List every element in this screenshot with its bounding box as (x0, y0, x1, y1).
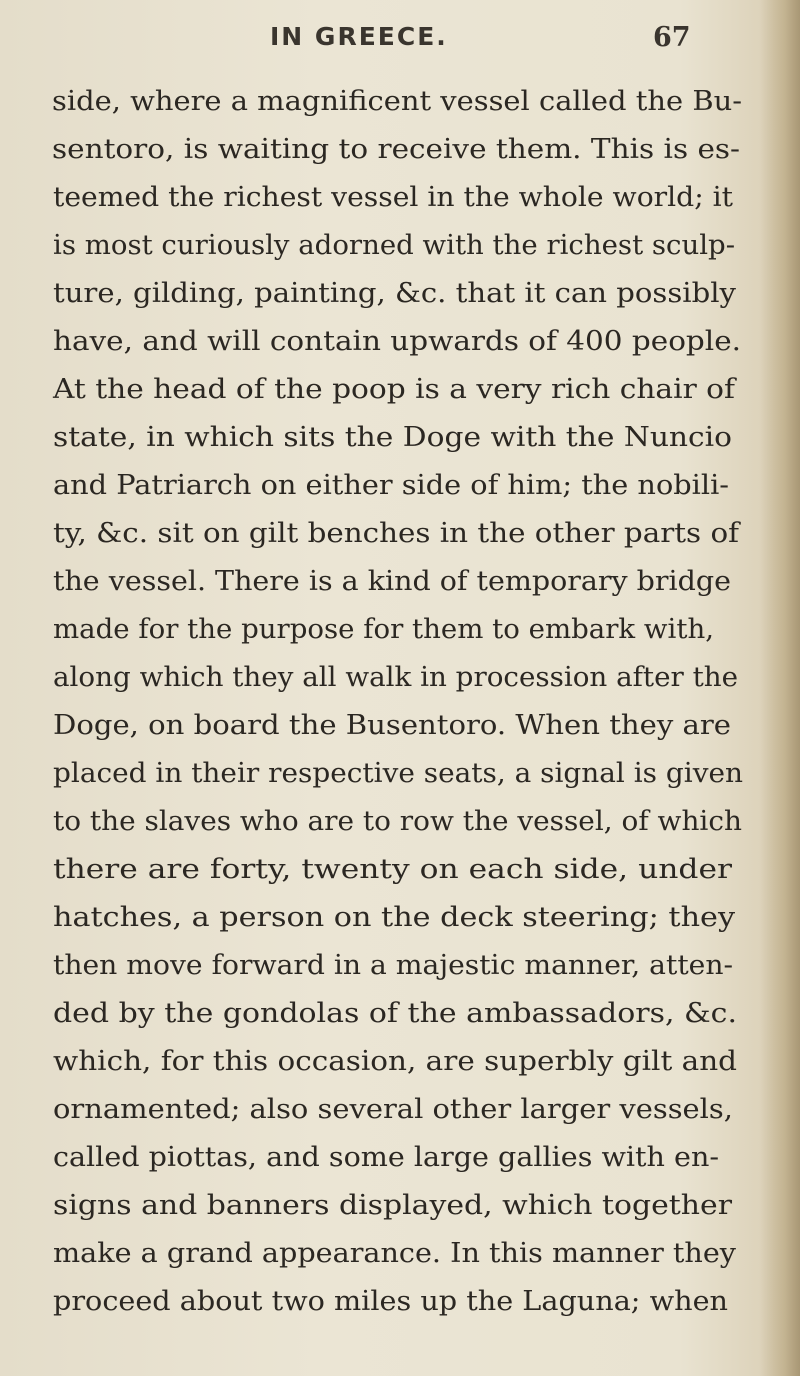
text-line: ty, &c. sit on gilt benches in the other parts of (53, 518, 740, 549)
text-line: then move forward in a majestic manner, atten- (53, 950, 734, 981)
page-number: 67 (653, 22, 691, 53)
text-line: have, and will contain upwards of 400 people. (53, 326, 742, 357)
text-line: state, in which sits the Doge with the Nuncio (53, 422, 733, 453)
text-line: is most curiously adorned with the richest sculp- (53, 230, 736, 261)
text-line: there are forty, twenty on each side, under (53, 854, 732, 885)
text-line: to the slaves who are to row the vessel, of which (53, 806, 742, 837)
text-line: placed in their respective seats, a signal is given (53, 758, 744, 789)
running-head: IN GREECE. (270, 22, 448, 51)
text-line: hatches, a person on the deck steering; they (53, 902, 736, 933)
text-line: the vessel. There is a kind of temporary bridge (53, 566, 732, 597)
page-edge-shadow (760, 0, 800, 1376)
text-line: teemed the richest vessel in the whole world; it (53, 182, 734, 213)
text-line: ornamented; also several other larger vessels, (53, 1094, 733, 1125)
text-line: proceed about two miles up the Laguna; when (53, 1286, 729, 1317)
text-line: which, for this occasion, are superbly gilt and (53, 1046, 738, 1077)
text-line: called piottas, and some large gallies with en- (53, 1142, 720, 1173)
text-line: side, where a magnificent vessel called the Bu- (52, 86, 742, 117)
text-line: sentoro, is waiting to receive them. This is es- (52, 134, 741, 165)
text-line: signs and banners displayed, which together (53, 1190, 732, 1221)
text-line: At the head of the poop is a very rich chair of (53, 374, 735, 405)
text-line: Doge, on board the Busentoro. When they are (53, 710, 732, 741)
text-line: along which they all walk in procession after the (53, 662, 739, 693)
text-line: made for the purpose for them to embark with, (53, 614, 714, 645)
text-line: make a grand appearance. In this manner they (53, 1238, 737, 1269)
page-header (0, 14, 800, 64)
text-line: and Patriarch on either side of him; the nobili- (53, 470, 729, 501)
text-line: ded by the gondolas of the ambassadors, &c. (53, 998, 737, 1029)
text-line: ture, gilding, painting, &c. that it can possibly (53, 278, 736, 309)
